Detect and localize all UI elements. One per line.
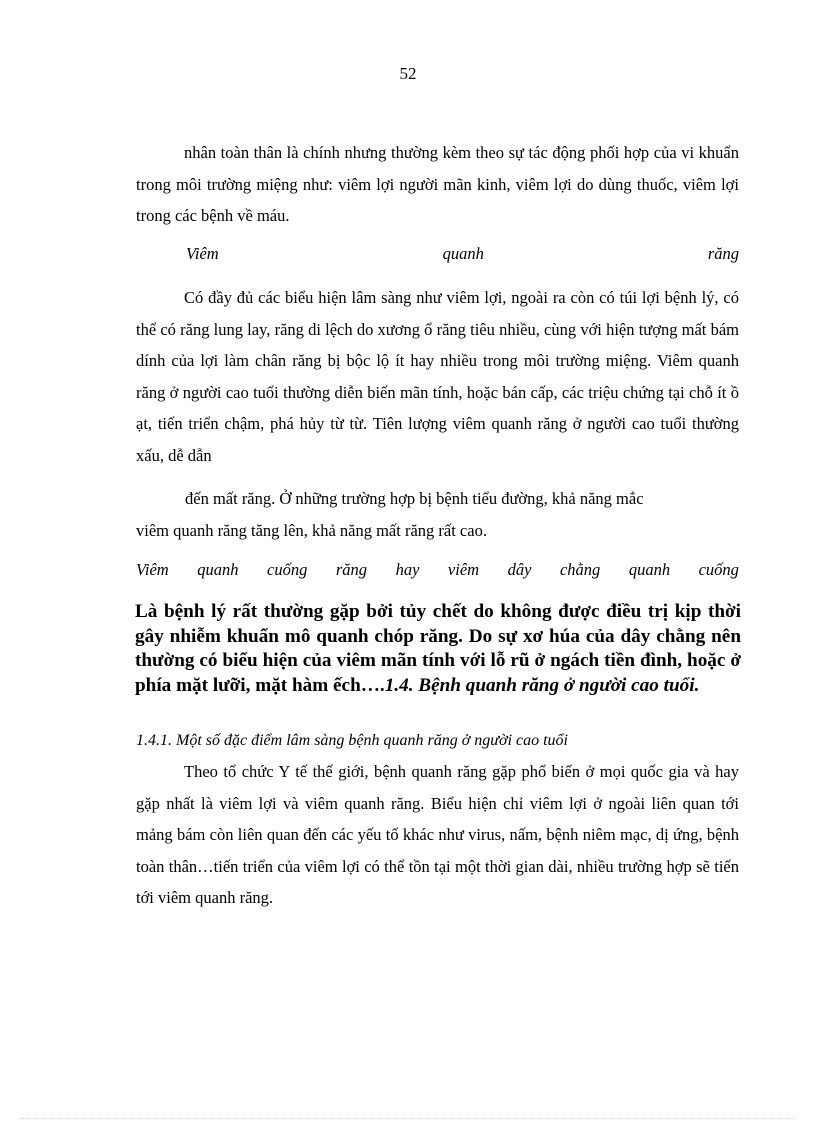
paragraph-1-rest: của vi khuẩn trong môi trường miệng như: viêm lợi người mãn kinh, viêm lợi do dùng thuốc, viêm lợi trong các bệnh về máu. (136, 143, 739, 225)
bold-paragraph-text: Là bệnh lý rất thường gặp bởi tủy chết do không được điều trị kịp thời gây nhiễm khuẩn mô quanh chóp răng. Do sự xơ húa của dây chằng nên thường có biểu hiện của viêm mãn tính với lỗ rũ ở ngách tiền đình, hoặc ở phía mặt lưỡi, mặt hàm ếch…. (135, 601, 741, 696)
page-number: 52 (399, 64, 417, 83)
paragraph-3-line-1-text: đến mất răng. Ở những trường hợp bị bệnh tiểu đường, khả năng mắc (185, 489, 644, 508)
paragraph-4 (136, 756, 739, 914)
page-bottom-divider (20, 1118, 796, 1119)
paragraph-3-line-1 (185, 483, 739, 515)
heading-word: quanh (442, 244, 484, 263)
section-heading-1-4: 1.4. Bệnh quanh răng ở người cao tuổi. (384, 674, 700, 696)
heading-word: cuống (267, 560, 308, 579)
heading-viem-quanh-rang (186, 244, 739, 264)
heading-word: răng (707, 244, 739, 263)
heading-word: răng (335, 560, 368, 579)
bold-paragraph (135, 600, 741, 698)
heading-word: cuống (698, 560, 739, 579)
paragraph-4-text: Theo tổ chức Y tế thế giới, bệnh quanh răng gặp phổ biến ở mọi quốc gia và hay gặp nhất là viêm lợi và viêm quanh răng. Biểu hiện chỉ viêm lợi ở ngoài liên quan tới mảng bám còn liên quan đến các yếu tố khác như virus, nấm, bệnh niêm mạc, dị ứng, bệnh toàn thân…tiến triển của viêm lợi có thể tồn tại một thời gian dài, nhiều trường hợp sẽ tiến tới viêm quanh răng. (136, 762, 739, 907)
heading-word: quanh (197, 560, 239, 579)
heading-word: dây (507, 560, 532, 579)
heading-word: viêm (447, 560, 480, 579)
paragraph-3-line-2 (136, 515, 739, 547)
heading-word: chằng (559, 560, 601, 579)
heading-word: Viêm (186, 244, 219, 263)
paragraph-2 (136, 282, 739, 471)
paragraph-2-text: Có đầy đủ các biểu hiện lâm sàng như viêm lợi, ngoài ra còn có túi lợi bệnh lý, có thể có răng lung lay, răng di lệch do xương ổ răng tiêu nhiều, cùng với hiện tượng mất bám dính của lợi làm chân răng bị bộc lộ ít hay nhiều trong môi trường miệng. Viêm quanh răng ở người cao tuổi thường diễn biến mãn tính, hoặc bán cấp, các triệu chứng tại chỗ ít ồ ạt, tiến triển chậm, phá hủy từ từ. Tiên lượng viêm quanh răng ở người cao tuổi thường xấu, dễ dẫn (136, 288, 739, 465)
paragraph-3-line-2-text: viêm quanh răng tăng lên, khả năng mất răng rất cao. (136, 521, 487, 540)
heading-word: Viêm (136, 560, 169, 579)
heading-word: hay (395, 560, 420, 579)
heading-viem-quanh-cuong-rang (136, 560, 739, 580)
paragraph-1 (136, 137, 739, 232)
heading-word: quanh (628, 560, 671, 579)
subheading-1-4-1: 1.4.1. Một số đặc điểm lâm sàng bệnh quanh răng ở người cao tuổi (136, 732, 568, 749)
paragraph-1-line-1: nhân toàn thân là chính nhưng thường kèm theo sự tác động phối hợp (184, 143, 650, 162)
